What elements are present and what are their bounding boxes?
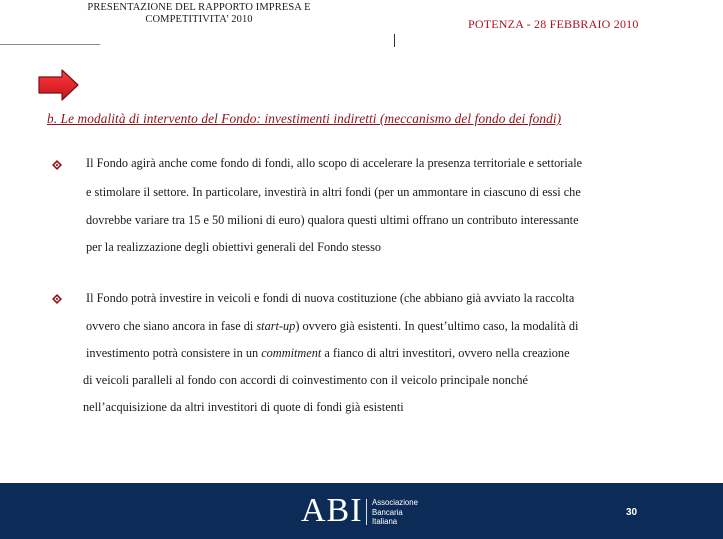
bullet-line-emphasis: commitment bbox=[261, 346, 322, 360]
bullet-line: Il Fondo agirà anche come fondo di fondi, allo scopo di accelerare la presenza territoriale e settoriale bbox=[86, 156, 583, 170]
abi-logo-line: Associazione bbox=[372, 498, 418, 507]
presentation-title-line2: COMPETITIVITA’ 2010 bbox=[145, 14, 253, 25]
logo-divider bbox=[366, 499, 367, 525]
diamond-bullet-icon bbox=[52, 160, 62, 170]
header-tick-mark bbox=[394, 34, 395, 47]
section-heading: b. Le modalità di intervento del Fondo: investimenti indiretti (meccanismo del fondo dei fondi) bbox=[47, 111, 562, 126]
header-divider bbox=[0, 44, 100, 45]
right-arrow-icon bbox=[37, 68, 80, 102]
bullet-line-text: ovvero che siano ancora in fase di bbox=[86, 319, 257, 333]
presentation-title bbox=[40, 2, 358, 26]
bullet-line-text: ) ovvero già esistenti. In quest’ultimo caso, la modalità di bbox=[295, 319, 579, 333]
bullet-line-text: a fianco di altri investitori, ovvero nella creazione bbox=[321, 346, 570, 360]
bullet-line bbox=[86, 346, 570, 361]
abi-logo-mark: ABI bbox=[301, 492, 363, 529]
bullet-line: nell’acquisizione da altri investitori di quote di fondi già esistenti bbox=[83, 400, 404, 414]
page-number: 30 bbox=[626, 507, 638, 518]
event-date-label: POTENZA - 28 FEBBRAIO 2010 bbox=[468, 17, 639, 31]
diamond-bullet-icon bbox=[52, 294, 62, 304]
bullet-line: e stimolare il settore. In particolare, investirà in altri fondi (per un ammontare in ciascuno di essi che bbox=[86, 185, 581, 199]
bullet-line: Il Fondo potrà investire in veicoli e fondi di nuova costituzione (che abbiano già avviato la raccolta bbox=[86, 291, 575, 305]
abi-logo-line: Bancaria bbox=[372, 507, 403, 517]
abi-logo-name bbox=[372, 498, 418, 527]
footer-bar bbox=[0, 483, 723, 539]
bullet-line: di veicoli paralleli al fondo con accordi di coinvestimento con il veicolo principale nonché bbox=[83, 373, 528, 387]
bullet-line-emphasis: start-up bbox=[256, 319, 296, 333]
bullet-line: per la realizzazione degli obiettivi generali del Fondo stesso bbox=[86, 240, 382, 254]
bullet-line bbox=[86, 319, 578, 334]
bullet-line-text: investimento potrà consistere in un bbox=[86, 346, 262, 360]
abi-logo-line: Italiana bbox=[372, 517, 398, 526]
bullet-line: dovrebbe variare tra 15 e 50 milioni di euro) qualora questi ultimi offrano un contributo interessante bbox=[86, 213, 579, 227]
presentation-title-line1: PRESENTAZIONE DEL RAPPORTO IMPRESA E bbox=[87, 2, 311, 13]
